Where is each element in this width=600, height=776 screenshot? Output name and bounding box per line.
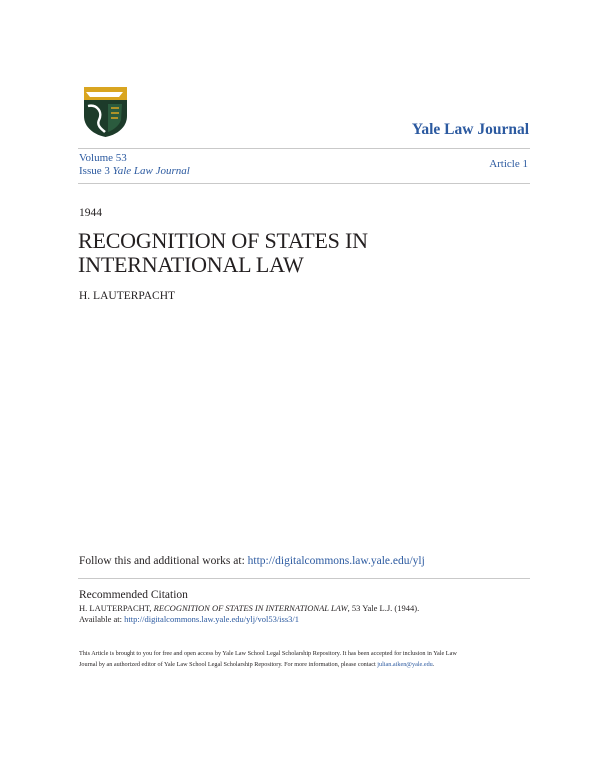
available-url-link[interactable]: http://digitalcommons.law.yale.edu/ylj/vol53/iss3/1 bbox=[124, 614, 300, 624]
citation-author: H. LAUTERPACHT, bbox=[79, 603, 152, 613]
top-divider bbox=[78, 148, 530, 149]
issue-number: Issue 3 bbox=[79, 165, 110, 177]
article-link[interactable]: Article 1 bbox=[489, 158, 528, 170]
article-title: RECOGNITION OF STATES IN INTERNATIONAL LAW bbox=[78, 228, 368, 277]
publication-year: 1944 bbox=[79, 207, 102, 219]
citation-text bbox=[79, 603, 419, 613]
citation-availability bbox=[79, 614, 299, 624]
journal-link[interactable]: Yale Law Journal bbox=[411, 121, 529, 138]
available-label: Available at: bbox=[79, 614, 123, 624]
notice-period: . bbox=[432, 661, 435, 668]
contact-email-link[interactable]: julian.aiken@yale.edu bbox=[377, 661, 433, 668]
meta-divider bbox=[78, 183, 530, 184]
yale-law-school-shield-icon bbox=[83, 86, 128, 138]
follow-text: Follow this and additional works at: bbox=[79, 555, 245, 567]
access-notice-line-2 bbox=[79, 661, 434, 668]
recommended-citation-label: Recommended Citation bbox=[79, 589, 188, 601]
citation-title: RECOGNITION OF STATES IN INTERNATIONAL LAW bbox=[153, 603, 348, 613]
follow-url-link[interactable]: http://digitalcommons.law.yale.edu/ylj bbox=[247, 555, 425, 567]
access-notice-line-1: This Article is brought to you for free and open access by Yale Law School Legal Scholarship Repository. It has been accepted for inclusion in Yale Law bbox=[79, 650, 457, 657]
volume-link[interactable]: Volume 53 bbox=[79, 152, 127, 164]
citation-source: , 53 Yale L.J. (1944). bbox=[347, 603, 420, 613]
follow-line bbox=[79, 555, 425, 567]
issue-journal: Yale Law Journal bbox=[112, 165, 190, 177]
access-notice-text: Journal by an authorized editor of Yale Law School Legal Scholarship Repository. For more information, please contact bbox=[79, 661, 376, 668]
author-name: H. LAUTERPACHT bbox=[79, 290, 176, 302]
issue-link[interactable] bbox=[79, 165, 190, 177]
citation-divider bbox=[78, 578, 530, 579]
